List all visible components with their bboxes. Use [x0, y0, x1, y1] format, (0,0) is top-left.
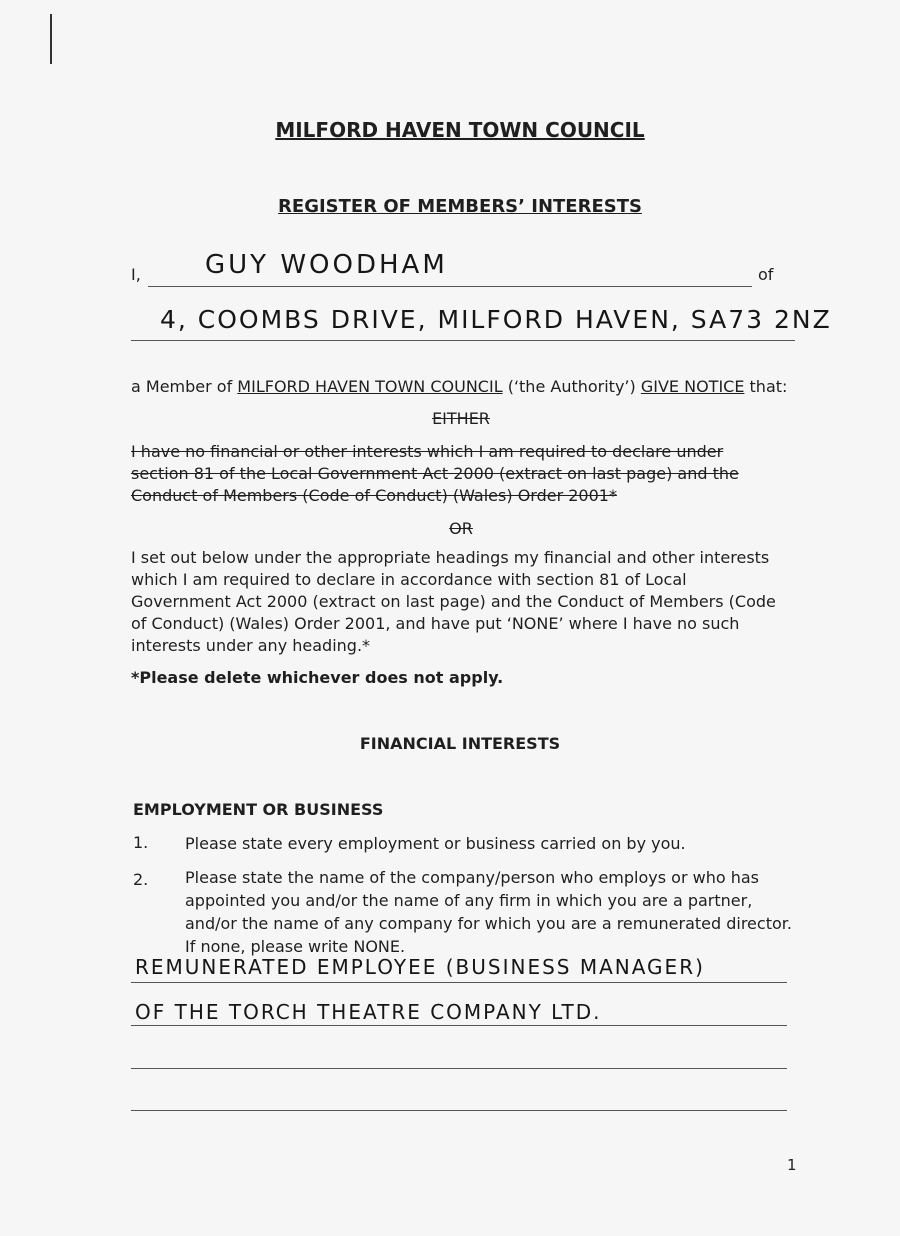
answer-line-1-handwriting: REMUNERATED EMPLOYEE (BUSINESS MANAGER)	[135, 955, 705, 979]
answer-line-2	[131, 1025, 787, 1026]
item-1-text: Please state every employment or business carried on by you.	[185, 834, 686, 853]
employment-heading: EMPLOYMENT OR BUSINESS	[133, 800, 384, 819]
notice-sentence: a Member of MILFORD HAVEN TOWN COUNCIL (‘the Authority’) GIVE NOTICE that:	[131, 377, 788, 396]
council-title: MILFORD HAVEN TOWN COUNCIL	[275, 118, 645, 142]
item-2-number: 2.	[133, 870, 149, 889]
answer-line-1	[131, 982, 787, 983]
page-number: 1	[787, 1156, 797, 1174]
item-2-text: Please state the name of the company/person who employs or who has appointed you and/or the name of any firm in which you are a partner, and/or the name of any company for which you are a remunerated director. If none, please write NONE.	[185, 868, 792, 956]
delete-note: *Please delete whichever does not apply.	[131, 668, 504, 687]
either-statement: I have no financial or other interests which I am required to declare under section 81 of the Local Government Act 2000 (extract on last page) and the Conduct of Members (Code of Conduct) (Wales) Order 2001*	[131, 442, 739, 505]
or-statement: I set out below under the appropriate headings my financial and other interests which I am required to declare in accordance with section 81 of Local Government Act 2000 (extract on last page) and the Conduct of Members (Code of Conduct) (Wales) Order 2001, and have put ‘NONE’ where I have no such interests under any heading.*	[131, 548, 776, 655]
either-label: EITHER	[432, 409, 490, 428]
answer-line-2-handwriting: OF THE TORCH THEATRE COMPANY LTD.	[135, 1000, 602, 1024]
or-label: OR	[449, 519, 473, 538]
address-handwriting: 4, COOMBS DRIVE, MILFORD HAVEN, SA73 2NZ	[160, 305, 832, 334]
name-line	[148, 286, 752, 287]
address-line	[131, 340, 795, 341]
i-label: I,	[131, 265, 141, 284]
financial-interests-heading: FINANCIAL INTERESTS	[359, 734, 561, 753]
register-title: REGISTER OF MEMBERS’ INTERESTS	[278, 196, 642, 217]
answer-line-3	[131, 1068, 787, 1069]
answer-line-4	[131, 1110, 787, 1111]
of-label: of	[758, 265, 774, 284]
scan-mark	[50, 14, 52, 64]
name-handwriting: GUY WOODHAM	[205, 250, 448, 280]
item-1-number: 1.	[133, 833, 149, 852]
